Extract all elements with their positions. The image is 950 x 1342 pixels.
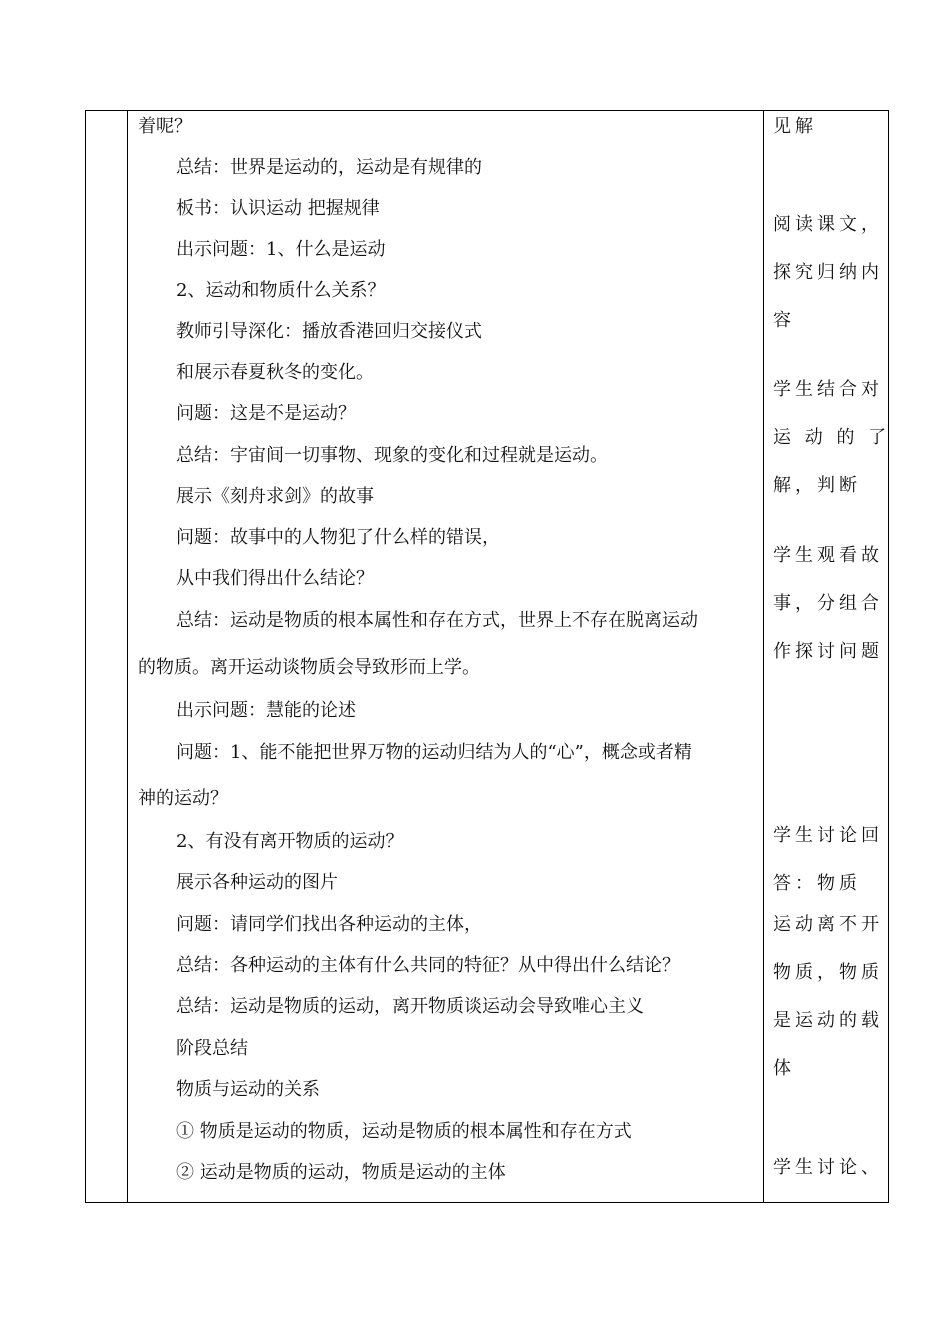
main-text-line: 的物质。离开运动谈物质会导致形而上学。 — [138, 657, 480, 678]
table-bottom-border — [85, 1202, 889, 1203]
main-text-line: 总结：运动是物质的根本属性和存在方式，世界上不存在脱离运动 — [176, 610, 698, 631]
side-text-line: 阅读课文， — [773, 214, 883, 235]
side-text-line: 运动离不开 — [773, 914, 883, 935]
table-right-border — [888, 110, 889, 1203]
main-text-line: 问题：这是不是运动？ — [176, 403, 356, 424]
main-text-line: 展示各种运动的图片 — [176, 872, 338, 893]
main-text-line: 问题：请同学们找出各种运动的主体， — [176, 914, 482, 935]
column-divider-2 — [763, 110, 764, 1203]
main-text-line: 问题：1、能不能把世界万物的运动归结为人的“心”，概念或者精 — [176, 742, 692, 763]
side-text-line: 作探讨问题 — [773, 641, 883, 662]
main-text-line: 教师引导深化：播放香港回归交接仪式 — [176, 321, 482, 342]
main-text-line: 2、运动和物质什么关系？ — [176, 280, 386, 301]
table-left-border — [85, 110, 86, 1203]
side-text-line: 探究归纳内 — [773, 262, 883, 283]
main-text-line: 展示《刻舟求剑》的故事 — [176, 486, 374, 507]
main-text-line: 阶段总结 — [176, 1038, 248, 1059]
column-divider-1 — [127, 110, 128, 1203]
main-text-line: 总结：运动是物质的运动，离开物质谈运动会导致唯心主义 — [176, 996, 644, 1017]
side-text-line: 解，判断 — [773, 475, 861, 496]
main-text-line: 和展示春夏秋冬的变化。 — [176, 362, 374, 383]
main-text-line: 总结：各种运动的主体有什么共同的特征？从中得出什么结论？ — [176, 955, 680, 976]
side-text-line: 答：物质 — [773, 873, 861, 894]
side-text-line: 学生结合对 — [773, 379, 883, 400]
main-text-line: 神的运动？ — [138, 788, 228, 809]
main-text-line: 物质与运动的关系 — [176, 1079, 320, 1100]
main-text-line: 总结：世界是运动的，运动是有规律的 — [176, 157, 482, 178]
side-text-line: 容 — [773, 310, 795, 331]
main-text-line: 板书：认识运动 把握规律 — [176, 198, 380, 219]
main-text-line: 出示问题：慧能的论述 — [176, 700, 356, 721]
main-text-line: ① 物质是运动的物质，运动是物质的根本属性和存在方式 — [176, 1121, 632, 1142]
main-text-line: 出示问题：1、什么是运动 — [176, 239, 386, 260]
side-text-line: 运 动 的 了 — [773, 427, 891, 448]
side-text-line: 学生讨论回 — [773, 825, 883, 846]
main-text-line: ② 运动是物质的运动，物质是运动的主体 — [176, 1162, 506, 1183]
table-top-border — [85, 110, 889, 111]
side-text-line: 学生观看故 — [773, 545, 883, 566]
side-text-line: 物质，物质 — [773, 962, 883, 983]
side-text-line: 见解 — [773, 116, 817, 137]
main-text-line: 问题：故事中的人物犯了什么样的错误， — [176, 527, 500, 548]
side-text-line: 是运动的载 — [773, 1010, 883, 1031]
main-text-line: 2、有没有离开物质的运动？ — [176, 831, 404, 852]
main-text-line: 从中我们得出什么结论？ — [176, 568, 374, 589]
side-text-line: 学生讨论、 — [773, 1157, 883, 1178]
main-text-line: 总结：宇宙间一切事物、现象的变化和过程就是运动。 — [176, 445, 608, 466]
main-text-line: 着呢？ — [138, 116, 192, 137]
side-text-line: 事，分组合 — [773, 593, 883, 614]
side-text-line: 体 — [773, 1058, 795, 1079]
